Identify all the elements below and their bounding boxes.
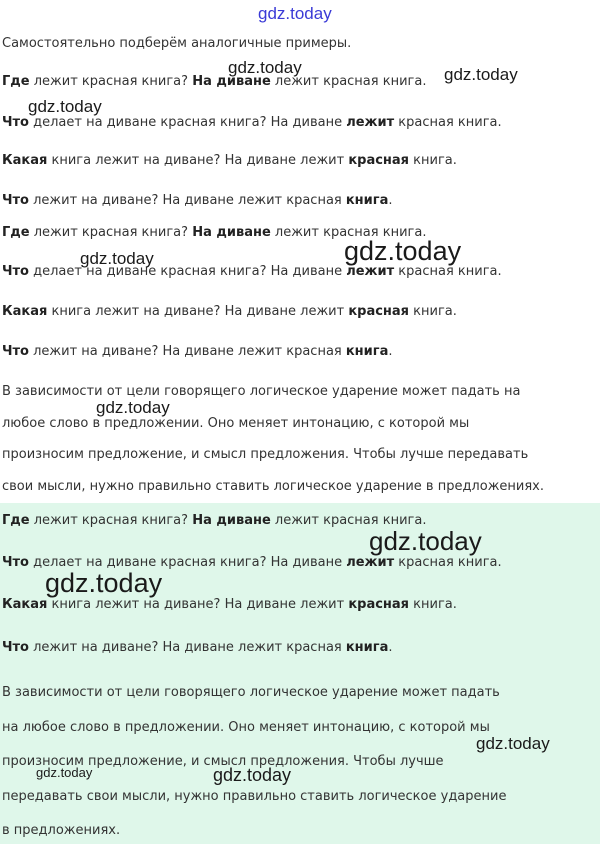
line-text: делает на диване красная книга? На диване [28, 264, 347, 279]
stressed-word: Что [2, 115, 29, 130]
stressed-word: Где [2, 225, 30, 240]
example-line-c1 [2, 514, 426, 527]
line-text: книга лежит на диване? На диване лежит [47, 153, 349, 168]
watermark: gdz.today [228, 58, 302, 77]
line-text: книга. [409, 153, 457, 168]
stressed-word: Что [2, 193, 29, 208]
site-header-link[interactable]: gdz.today [258, 4, 332, 23]
watermark: gdz.today [476, 734, 550, 753]
stressed-word: лежит [346, 555, 395, 570]
example-line-a1 [2, 75, 426, 88]
line-text: красная книга. [394, 264, 502, 279]
line-text: красная книга. [394, 555, 502, 570]
watermark: gdz.today [369, 526, 482, 556]
stressed-word: Что [2, 344, 29, 359]
line-text: . [388, 344, 393, 359]
line-text: лежит на диване? На диване лежит красная [28, 640, 346, 655]
stressed-word: Где [2, 513, 30, 528]
line-text: лежит на диване? На диване лежит красная [28, 193, 346, 208]
example-line-a3 [2, 154, 457, 167]
stressed-word: Какая [2, 597, 48, 612]
stressed-word: На диване [192, 74, 271, 89]
stressed-word: книга [345, 193, 389, 208]
stressed-word: лежит [346, 115, 395, 130]
conclusion-paragraph-2: В зависимости от цели говорящего логическое ударение может падать на любое слово в предложении. Оно меняет интонацию, с которой мы произносим предложение, и смысл предложения. Чтобы лучше передавать свои мысли, нужно правильно ставить логическое ударение в предложениях. [2, 685, 507, 838]
conclusion-paragraph-1: В зависимости от цели говорящего логическое ударение может падать на любое слово в предложении. Оно меняет интонацию, с которой мы произносим предложение, и смысл предложения. Чтобы лучше передавать свои мысли, нужно правильно ставить логическое ударение в предложениях. [2, 384, 545, 494]
example-line-c4 [2, 641, 392, 654]
line-text: . [388, 193, 393, 208]
watermark: gdz.today [80, 249, 154, 268]
line-text: делает на диване красная книга? На диване [28, 115, 347, 130]
stressed-word: Что [2, 640, 29, 655]
watermark: gdz.today [45, 568, 163, 598]
line-text: лежит красная книга. [270, 513, 427, 528]
stressed-word: Какая [2, 153, 48, 168]
watermark: gdz.today [96, 398, 170, 417]
line-text: красная книга. [394, 115, 502, 130]
line-text: лежит красная книга? [29, 513, 193, 528]
line-text: . [388, 640, 393, 655]
watermark: gdz.today [344, 236, 462, 266]
watermark: gdz.today [213, 765, 292, 785]
example-line-b4 [2, 345, 392, 358]
line-text: делает на диване красная книга? На диване [28, 555, 347, 570]
line-text: лежит красная книга. [270, 225, 427, 240]
line-text: книга лежит на диване? На диване лежит [47, 304, 349, 319]
line-text: лежит на диване? На диване лежит красная [28, 344, 346, 359]
stressed-word: красная [348, 153, 410, 168]
line-text: лежит красная книга? [29, 225, 193, 240]
stressed-word: лежит [346, 264, 395, 279]
watermark: gdz.today [36, 765, 93, 780]
stressed-word: Что [2, 555, 29, 570]
line-text: книга. [409, 304, 457, 319]
stressed-word: книга [345, 344, 389, 359]
stressed-word: Что [2, 264, 29, 279]
stressed-word: На диване [192, 513, 271, 528]
line-text: книга. [409, 597, 457, 612]
example-line-b3 [2, 305, 457, 318]
intro-text: Самостоятельно подберём аналогичные примеры. [2, 36, 352, 51]
stressed-word: красная [348, 597, 410, 612]
example-line-c3 [2, 598, 457, 611]
watermark: gdz.today [444, 65, 518, 84]
line-text: лежит красная книга? [29, 74, 193, 89]
stressed-word: Где [2, 74, 30, 89]
stressed-word: красная [348, 304, 410, 319]
example-line-a2 [2, 116, 502, 129]
stressed-word: Какая [2, 304, 48, 319]
watermark: gdz.today [28, 97, 102, 116]
stressed-word: книга [345, 640, 389, 655]
stressed-word: На диване [192, 225, 271, 240]
line-text: книга лежит на диване? На диване лежит [47, 597, 349, 612]
line-text: лежит красная книга. [270, 74, 427, 89]
example-line-a4 [2, 194, 392, 207]
